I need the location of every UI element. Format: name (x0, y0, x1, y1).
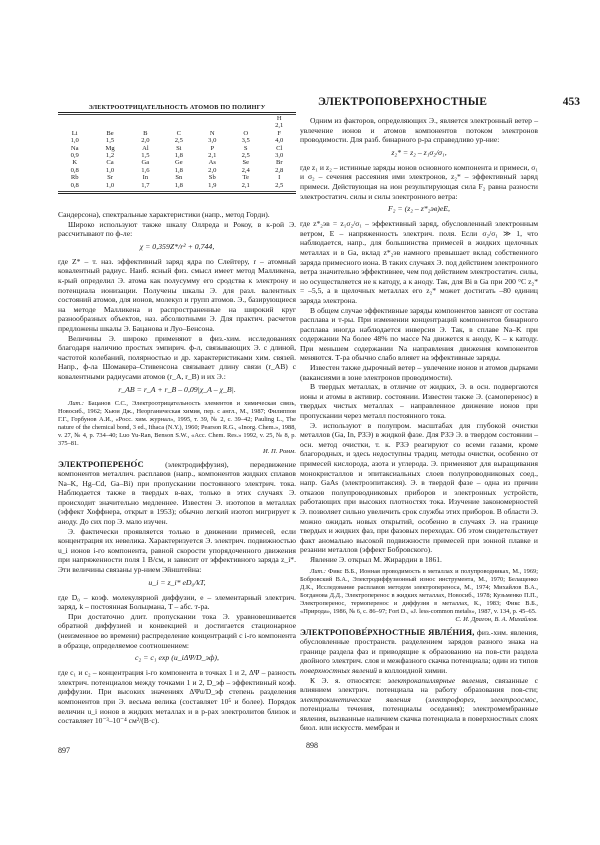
table-cell: I (278, 174, 281, 182)
table-cell: Li (71, 129, 78, 137)
paragraph: Широко используют также шкалу Оллреда и Рокоу, в к-рой Э. рассчитывают по ф-ле: (58, 219, 296, 239)
paragraph: Известен также дырочный ветер – увлечение ионов и атомов дырками (вакансиями в зоне электронов проводимости). (300, 363, 538, 382)
table-cell: S (243, 144, 248, 152)
table-cell: K (72, 159, 78, 167)
table-cell: P (210, 144, 215, 152)
right-column (300, 116, 538, 733)
paragraph: Э. используют в полупром. масштабах для глубокой очистки металлов (Ga, In, РЗЭ) в жидкой фазе. Для РЗЭ Э. в твердом состоянии – осн. метод очистки, т. к. РЗЭ реагируют со всеми газами, кроме благородных, и здесь недоступны традиц. методы очистки, особенно от примесей кислорода, азота и углерода. Э. применяют для выращивания монокристаллов и эпитаксиальных слоев полупроводниковых соед., напр. GaAs (электроэпитаксия). Э. в твердой фазе – одна из причин отказов полупроводниковых приборов и электронных устройств, работающих при высоких плотностях тока. Изучение закономерностей Э. позволяет сильно увеличить срок службы этих приборов. В области Э. можно ожидать новых открытий, особенно в случаях Э. на границе твердых и жидких фаз, при фазовых переходах. Об этом свидетельствует факт аномально высокой подвижности примесей при зонной плавке и резании металлов (эффект Бобровского). (300, 420, 538, 555)
running-head (318, 96, 580, 110)
paragraph: Сандерсона), спектральные характеристики (напр., метод Горди). (58, 210, 270, 219)
table-cell: 1,8 (174, 152, 183, 160)
text-run: , потенциалы течения, потенциалы оседания); электромембранные явления, вызванные наличием скачка потенциала в поверхностных слоях биол. или искусств. мембран и (300, 694, 538, 733)
table-cell: Sn (175, 174, 183, 182)
table-cell: Br (275, 159, 283, 167)
running-head-page-number: 453 (562, 96, 580, 108)
table-cell: Al (142, 144, 149, 152)
table-cell: Sr (107, 174, 113, 182)
table-cell (129, 115, 162, 122)
table-cell (196, 115, 229, 122)
table-cell: 0,8 (70, 166, 79, 174)
table-row (58, 145, 296, 152)
table-cell: 1,9 (208, 181, 217, 189)
table-row (58, 137, 296, 144)
table-cell: 2,5 (241, 152, 250, 160)
table-top-rule (58, 112, 296, 113)
paragraph: где Z* – т. наз. эффективный заряд ядра по Слейтеру, r – атомный ковалентный радиус. Наиб. ясный физ. смысл имеет метод Малликена, к-рый определил Э. атома как полусумму его сродства к электрону и потенциала ионизации. Получены шкалы Э. для разл. валентных состояний атомов, для ионов, молекул и групп атомов. Э., базирующиеся на методе Малликена и распространенные на широкий круг разнообразных объектов, наз. абсолютными Э. Для практич. расчетов предложены шкалы Э. Бацанова и Луо–Бенсона. (58, 256, 296, 333)
text-run: , связанные с влиянием электрич. потенциала на работу образования пов-сти; (300, 675, 539, 695)
table-cell: 1,8 (174, 166, 183, 174)
table-cell: 2,5 (275, 181, 284, 189)
electronegativity-table (58, 115, 296, 189)
table-row (58, 130, 296, 137)
term-italic: электрофорез, электроосмос (428, 694, 537, 704)
entry-definition-end: в коллоидной химии. (376, 665, 448, 675)
paragraph: Одним из факторов, определяющих Э., является электронный ветер – увлечение ионов и атомов компонентов потоком электронов проводимости. Для разб. бинарного р-ра справедливо ур-ние: (300, 116, 538, 145)
paragraph: Э. фактически проявляется только в движении примесей, если концентрация их невелика. Характеризуется Э. электрич. подвижностью u_i ионов i-го компонента, равной скорости упорядоченного движения при напряженности поля 1 В/см, и зависит от эффективного заряда z_i*. Эти величины связаны ур-нием Эйнштейна: (58, 526, 296, 575)
table-cell: Mg (105, 144, 115, 152)
entry-electrosurface-phenomena (300, 628, 538, 676)
entry-definition: физ.-хим. явления, обусловленные пространств. разделением зарядов разного знака на границе раздела фаз и приводящие к образованию на пов-сти раздела двойного электрич. слоя и межфазного скачка потенциала; один из типов (300, 627, 538, 666)
table-cell: Rb (70, 174, 79, 182)
table-cell: 2,0 (208, 166, 217, 174)
table-cell: 2,1 (275, 122, 284, 130)
formula-force: F₂ = (z₂ – z*₂эв)eE, (387, 204, 450, 214)
table-cell: Se (242, 159, 250, 167)
table-cell (229, 115, 262, 122)
entry-term-italic: поверхностных явлений (300, 665, 377, 675)
table-cell: 1,0 (105, 181, 115, 189)
table-cell: C (176, 129, 182, 137)
paragraph (300, 676, 538, 734)
table-cell: N (209, 129, 215, 137)
table-row (58, 115, 296, 122)
text-run: К Э. я. относятся: (310, 675, 388, 685)
table-cell (162, 115, 195, 122)
table-cell: Cl (276, 144, 283, 152)
term-italic: электрокинетические явления (300, 694, 411, 704)
table-cell (129, 122, 162, 129)
table-row (58, 174, 296, 181)
table-cell: H (276, 115, 282, 122)
term-italic: электрокапиллярные явления (387, 675, 487, 685)
paragraph: Величины Э. широко применяют в физ.-хим. исследованиях благодаря наличию простых эмпирич. ф-л, связывающих Э. с длиной, частотой колебаний, полярностью и др. характеристиками хим. связей. Напр., ф-ла Шомакера–Стивенсона связывает длину связи (r_AB) с ковалентными радиусами атомов (r_A, r_B) и их Э.: (58, 333, 296, 381)
table-cell (196, 122, 229, 129)
formula-allred-rochow: χ = 0,359Z*/r² + 0,744, (139, 241, 215, 251)
electronegativity-table-block (58, 104, 296, 194)
table-bottom-rule-thin (58, 191, 296, 192)
formula-schomaker-stevenson: r_AB = r_A + r_B – 0,09|χ_A – χ_B|. (118, 384, 236, 394)
paragraph: В твердых металлах, в отличие от жидких, Э. в осн. подвергаются ионы и атомы в активир. состоянии. Известен также Э. (самоперенос) в твердых чистых металлах – направленное движение ионов при пропускании через металл постоянного тока. (300, 382, 538, 421)
table-cell (162, 122, 195, 129)
table-cell (91, 122, 128, 129)
table-title: ЭЛЕКТРООТРИЦАТЕЛЬНОСТЬ АТОМОВ ПО ПОЛИНГУ (88, 104, 266, 111)
paragraph: При достаточно длит. пропускании тока Э. уравновешивается обратной диффузией и конвекцией и достигается стационарное (неизменное во времени) распределение концентраций c i-го компонента в образце, определяемое соотношением: (58, 611, 296, 650)
table-cell: 2,1 (241, 181, 250, 189)
literature-references (58, 400, 296, 448)
page-number-left: 897 (58, 746, 70, 755)
table-cell (58, 122, 91, 129)
formula-concentration: c₂ = c₁ exp (u_iΔΨ/D_эф), (135, 653, 219, 663)
table-cell: 3,5 (241, 137, 250, 145)
table-cell: Si (176, 144, 182, 152)
table-cell: Ca (106, 159, 114, 167)
formula-effective-charge: z₂* = z₂ – z₁σ₂/σ₁, (391, 147, 447, 157)
paragraph: где D₀ – коэф. молекулярной диффузии, e – элементарный электрич. заряд, k – постоянная Больцмана, T – абс. т-ра. (58, 592, 296, 612)
running-head-title: ЭЛЕКТРОПОВЕРХНОСТНЫЕ (318, 96, 488, 108)
table-cell: 2,1 (208, 152, 217, 160)
literature-references (300, 568, 538, 616)
table-cell: 1,0 (70, 137, 79, 145)
table-cell: 1,0 (105, 166, 115, 174)
table-cell: 2,4 (241, 166, 250, 174)
table-cell: Na (70, 144, 79, 152)
table-cell: 2,8 (275, 166, 284, 174)
table-row (58, 122, 296, 129)
table-row (58, 167, 296, 174)
table-cell: 0,9 (70, 152, 79, 160)
text-run: ( (410, 694, 429, 704)
paragraph: Явление Э. открыл М. Жирардин в 1861. (310, 554, 442, 564)
table-cell: 4,0 (275, 137, 284, 145)
table-cell: 1,8 (174, 181, 183, 189)
table-cell: Ga (141, 159, 150, 167)
literature-label: Лит.: (68, 399, 84, 407)
table-cell (229, 122, 262, 129)
table-cell: 1,5 (141, 152, 150, 160)
table-cell: 0,8 (70, 181, 79, 189)
table-bottom-rule (58, 193, 296, 194)
table-cell: 1,7 (141, 181, 150, 189)
table-cell: 3,0 (275, 152, 284, 160)
paragraph: где c₁ и c₂ – концентрация i-го компонента в точках 1 и 2, ΔΨ – разность электрич. потенциалов между точками 1 и 2, D_эф – эффективный коэф. диффузии. При высоких значениях ΔΨu/D_эф степень разделения компонентов при Э. весьма велика (составляет 10⁵ и более). Порядок величин u_i ионов в жидких металлах и в р-рах электролитов близок и составляет 10⁻³–10⁻⁴ см²/(В·с). (58, 668, 296, 726)
author-signature: С. И. Драгон, В. А. Михайлов. (455, 615, 538, 623)
table-cell: 2,5 (174, 137, 183, 145)
table-cell: Ge (174, 159, 183, 167)
author-signature: И. П. Ромм. (262, 447, 296, 455)
entry-electrotransport (58, 460, 296, 527)
table-cell: O (243, 129, 249, 137)
literature-label: Лит.: (310, 567, 326, 575)
table-cell: Be (106, 129, 114, 137)
table-cell: 1,6 (141, 166, 150, 174)
table-cell: 2,0 (141, 137, 150, 145)
literature-text: Бацанов С.С., Электроотрицательность элементов и химическая связь, Новосиб., 1962; Хьюи Дж., Неорганическая химия, пер. с англ., М., 1987; Филиппов Г.Г., Горбунов А.И., «Росс. хим. журнал», 1995, т. 39, № 2, с. 39–42; Pauling L., The nature of the chemical bond, 3 ed., Ithaca (N.Y.), 1960; Pearson R.G., «Inorg. Chem.», 1988, v. 27, № 4, p. 734–40; Luo Yu-Ran, Benson S.W., «Acc. Chem. Res.» 1992, v. 25, № 8, p. 375–81. (58, 399, 296, 447)
table-cell: Te (242, 174, 249, 182)
table-cell: 3,0 (208, 137, 217, 145)
left-column (58, 210, 296, 726)
entry-definition: (электродиффузия), передвижение компонентов металлич. расплавов (напр., компонентов жидких сплавов Na–K, Hg–Cd, Ga–Bi) при пропускании постоянного электрич. тока. Наблюдается также в твердых в-вах, только в этих случаях Э. происходит значительно медленнее. Известен Э. изотопов в металлах (эффект Хоффнера, открыт в 1953); обычно легкий изотоп мигрирует к аноду. До сих пор Э. мало изучен. (58, 459, 296, 527)
table-cell: As (208, 159, 216, 167)
literature-text: Фикс В.Б., Ионная проводимость в металлах и полупроводниках, М., 1969; Бобровский В.А., Электродиффузионный износ инструмента, М., 1970; Белащенко Д.К., Исследование расплавов методом электропереноса, М., 1974; Михайлов В.А., Богданова Д.Д., Электроперенос в жидких металлах, Новосиб., 1978; Кузьменко П.П., Электроперенос, термоперенос и диффузия в металлах, К., 1983; Фикс В.Б., «Природа», 1986, № 6, с. 86–97; Fort D., «J. less-common metals», 1987, v. 134, p. 45–65. (300, 567, 538, 615)
table-cell: In (142, 174, 149, 182)
entry-title: ЭЛЕКТРОПЕРЕНО́С (58, 458, 144, 469)
paragraph: где z*₂эв = z₁σ₂/σ₁ – эффективный заряд, обусловленный электронным ветром, E – напряженность электрич. поля. Если σ₂/σ₁ ≫ 1, что наблюдается, напр., для большинства примесей в жидких щелочных металлах и в Ga, вклад z*₂эв намного превышает вклад собственного заряда примесного иона. В таких случаях Э. под действием электронного ветра значительно эффективнее, чем под действием электростатич. силы, но осуществляется не к катоду, а к аноду. Так, для Bi в Ga при 200 °C z₂* = –5,5, а в щелочных металлах его z₂* может достигать –80 единиц заряда электрона. (300, 219, 539, 305)
table-cell (58, 115, 91, 122)
page-number-right: 898 (306, 741, 318, 750)
table-cell (91, 115, 128, 122)
table-cell: B (143, 129, 148, 137)
table-row (58, 152, 296, 159)
paragraph: где z₁ и z₂ – истинные заряды ионов основного компонента и примеси, σ₁ и σ₂ – сечения рассеяния ими электронов, z₂* – эффективный заряд примеси. Действующая на ион результирующая сила F₂ равна разности электростатич. силы и силы электронного ветра: (300, 162, 538, 201)
table-cell: 1,5 (105, 137, 115, 145)
table-cell: 1,2 (105, 152, 115, 160)
table-row (58, 159, 296, 166)
paragraph: В общем случае эффективные заряды компонентов зависят от состава расплава и т-ры. При изменении концентраций компонентов бинарного расплава иногда наблюдается инверсия Э. Так, в сплаве Na–K при содержании Na более 48% по массе Na движется к аноду, K – к катоду. При меньшем содержании Na направления движения компонентов меняются. Т-ра обычно слабо влияет на эффективные заряды. (300, 305, 538, 363)
table-row (58, 182, 296, 189)
formula-einstein: u_i = z_i* eD₀/kT, (148, 577, 206, 587)
table-cell: Sb (208, 174, 216, 182)
table-cell: F (277, 129, 282, 137)
entry-title: ЭЛЕКТРОПОВЕ́РХНОСТНЫЕ ЯВЛЕ́НИЯ, (300, 626, 475, 637)
